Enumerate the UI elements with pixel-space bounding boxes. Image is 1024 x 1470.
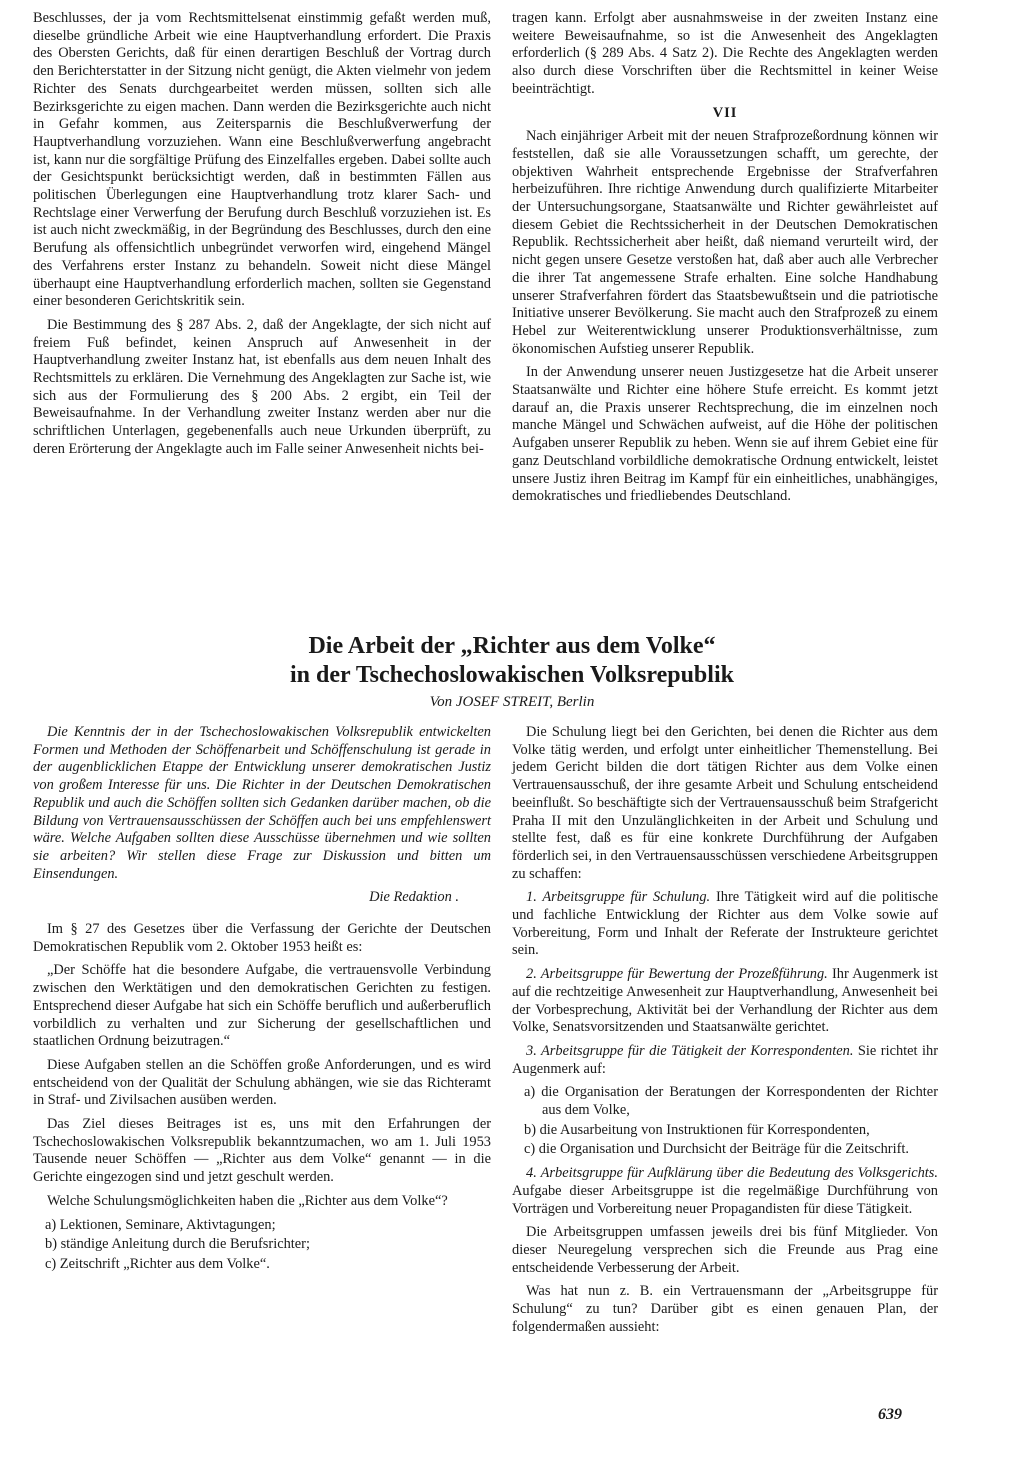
editorial-intro	[33, 724, 491, 883]
work-group-3	[512, 1043, 938, 1078]
list-item: b) ständige Anleitung durch die Berufsrichter;	[45, 1236, 310, 1253]
work-group-1	[512, 889, 938, 960]
top-left-column	[33, 10, 491, 465]
section-number: VII	[712, 104, 738, 121]
paragraph: tragen kann. Erfolgt aber ausnahmsweise in der zweiten Instanz eine weitere Beweisaufnahme, so ist die Anwesenheit des Angeklagten erforderlich (§ 289 Abs. 4 Satz 2). Die Rechte des Angeklagten werden also durch diese Vorschriften über die Rechtsmittel in keiner Weise beeinträchtigt.	[512, 10, 938, 97]
page-number: 639	[878, 1406, 902, 1423]
legal-quote: „Der Schöffe hat die besondere Aufgabe, die vertrauensvolle Verbindung zwischen den Werktätigen und den demokratischen Gerichten zu festigen. Entsprechend dieser Aufgabe hat sich ein Schöffe beruflich und außerberuflich vorbildlich zu verhalten und zur Sicherung der gesellschaftlichen und staatlichen Ordnung beizutragen.“	[33, 962, 491, 1050]
editorial-signature: Die Redaktion .	[369, 889, 459, 906]
top-right-column	[512, 10, 938, 512]
work-group-heading: 4. Arbeitsgruppe für Aufklärung über die Bedeutung des Volksgerichts.	[526, 1165, 938, 1182]
paragraph: Die Arbeitsgruppen umfassen jeweils drei bis fünf Mitglieder. Von dieser Neuregelung versprechen sich die Freunde aus Prag eine entscheidende Verbesserung der Arbeit.	[512, 1224, 938, 1276]
correspondent-tasks-list	[512, 1084, 938, 1159]
article-title-line-2: in der Tschechoslowakischen Volksrepublik	[290, 662, 734, 688]
paragraph: Nach einjähriger Arbeit mit der neuen Strafprozeßordnung können wir feststellen, daß sie alle Voraussetzungen schafft, um gerechte, der objektiven Wahrheit entsprechende Ergebnisse der Strafverfahren herbeizuführen. Ihre richtige Anwendung durch qualifizierte Mitarbeiter der Untersuchungsorgane, Staatsanwälte und Richter gewährleistet auf diesem Gebiet die Rechtssicherheit in der Deutschen Demokratischen Republik. Rechtssicherheit aber heißt, daß niemand verurteilt wird, der nicht gegen unsere Gesetze verstoßen hat, daß aber auch alle Verbrecher die ihrer Tat angemessene Strafe erhalten. Eine solche Handhabung unserer Strafverfahren fördert das Staatsbewußtsein und die patriotische Initiative unserer Bevölkerung. Sie macht auch den Strafprozeß zu einem Hebel zur Weiterentwicklung unserer Produktionsverhältnisse, zum ökonomischen Aufstieg unserer Republik.	[512, 128, 938, 357]
paragraph: Was hat nun z. B. ein Vertrauensmann der „Arbeitsgruppe für Schulung“ zu tun? Darüber gibt es einen genauen Plan, der folgendermaßen aussieht:	[512, 1283, 938, 1335]
work-group-text: Ihr Augenmerk ist auf die rechtzeitige Anwesenheit zur Hauptverhandlung, Anwesenheit bei der Vorbesprechung, Aktivität bei der Verhandlung der Richter aus dem Volke, Senatsvorsitzenden und Staatsanwälte gerichtet.	[512, 966, 939, 1036]
paragraph: Diese Aufgaben stellen an die Schöffen große Anforderungen, und es wird entscheidend von der Qualität der Schulung abhängen, wie sie das Richteramt in Straf- und Zivilsachen ausüben werden.	[33, 1056, 491, 1109]
work-group-4	[512, 1165, 938, 1218]
training-options-list	[33, 1217, 491, 1274]
paragraph: Die Schulung liegt bei den Gerichten, bei denen die Richter aus dem Volke tätig werden, und erfolgt unter einheitlicher Themenstellung. Bei jedem Gericht bilden die dort tätigen Richter aus dem Volke einen Vertrauensausschuß, der ihre gesamte Arbeit und Schulung entscheidend beeinflußt. So beschäftigte sich der Vertrauensausschuß beim Strafgericht Praha II mit den Unzulänglichkeiten in der Arbeit und Schulung und stellte fest, daß es für eine konkrete Durchführung der Aufgaben förderlich sei, in den Vertrauensausschüssen verschiedene Arbeitsgruppen zu schaffen:	[512, 724, 938, 882]
work-group-heading: 3. Arbeitsgruppe für die Tätigkeit der Korrespondenten.	[526, 1042, 854, 1059]
list-item: c) die Organisation und Durchsicht der Beiträge für die Zeitschrift.	[524, 1141, 909, 1158]
bottom-right-column	[512, 724, 938, 1343]
article-title-line-1: Die Arbeit der „Richter aus dem Volke“	[308, 633, 716, 659]
paragraph: Welche Schulungsmöglichkeiten haben die „Richter aus dem Volke“?	[47, 1192, 448, 1209]
paragraph: Im § 27 des Gesetzes über die Verfassung der Gerichte der Deutschen Demokratischen Republik vom 2. Oktober 1953 heißt es:	[33, 921, 491, 955]
work-group-heading: 2. Arbeitsgruppe für Bewertung der Prozeßführung.	[526, 966, 828, 983]
bottom-left-column	[33, 724, 491, 1280]
list-item: a) Lektionen, Seminare, Aktivtagungen;	[45, 1216, 276, 1233]
article-title	[120, 632, 904, 690]
paragraph: Die Bestimmung des § 287 Abs. 2, daß der Angeklagte, der sich nicht auf freiem Fuß befindet, keinen Anspruch auf Anwesenheit in der Hauptverhandlung zweiter Instanz hat, ist ebenfalls aus dem neuen Inhalt des Rechtsmittels zu erklären. Die Vernehmung des Angeklagten zur Sache ist, wie sich aus der Formulierung des § 200 Abs. 2 ergibt, ein Teil der Beweisaufnahme. In der Verhandlung zweiter Instanz werden aber nur die schriftlichen Unterlagen, gegebenenfalls auch neue Urkunden überprüft, zu deren Erörterung der Angeklagte auch im Falle seiner Anwesenheit nichts bei-	[33, 316, 491, 457]
work-group-text: Sie richtet ihr Augenmerk auf:	[512, 1042, 938, 1077]
paragraph: In der Anwendung unserer neuen Justizgesetze hat die Arbeit unserer Staatsanwälte und Richter eine höhere Stufe erreicht. Es kommt jetzt darauf an, die Praxis unserer Rechtsprechung, die im einzelnen noch manche Mängel und Schwächen aufweist, auf die Höhe der politischen Aufgaben unserer Republik zu heben. Wenn sie auf ihrem Gebiet eine für ganz Deutschland vorbildliche demokratische Ordnung entwickelt, leistet unsere Justiz ihren Beitrag im Kampf für ein einheitliches, unabhängiges, demokratisches und friedliebendes Deutschland.	[512, 364, 938, 505]
list-item: b) die Ausarbeitung von Instruktionen für Korrespondenten,	[524, 1121, 870, 1138]
work-group-text: Ihre Tätigkeit wird auf die politische und fachliche Entwicklung der Richter aus dem Volke sowie auf Vorbereitung, Form und Inhalt der Referate der Instrukteure gerichtet sein.	[512, 889, 938, 959]
list-item: c) Zeitschrift „Richter aus dem Volke“.	[45, 1255, 270, 1272]
paragraph: Das Ziel dieses Beitrages ist es, uns mit den Erfahrungen der Tschechoslowakischen Volksrepublik bekanntzumachen, wo am 1. Juli 1953 Tausende neuer Schöffen — „Richter aus dem Volke“ genannt — in die Gerichte eingezogen sind und jetzt geschult werden.	[33, 1116, 491, 1186]
work-group-2	[512, 966, 938, 1037]
article-byline: Von JOSEF STREIT, Berlin	[429, 694, 595, 710]
intro-paragraph: Die Kenntnis der in der Tschechoslowakischen Volksrepublik entwickelten Formen und Methoden der Schöffenarbeit und Schöffenschulung ist gerade in der augenblicklichen Etappe der Entwicklung unserer demokratischen Justiz von großem Interesse für uns. Die Richter in der Deutschen Demokratischen Republik und auch die Schöffen sollten sich Gedanken darüber machen, ob die Bildung von Vertrauensausschüssen der Schöffen auch bei uns empfehlenswert wäre. Welche Aufgaben sollten diese Ausschüsse übernehmen und wie sollten sie arbeiten? Wir stellen diese Frage zur Diskussion und bitten um Einsendungen.	[33, 724, 491, 882]
paragraph: Beschlusses, der ja vom Rechtsmittelsenat einstimmig gefaßt werden muß, dieselbe gründliche Arbeit wie eine Hauptverhandlung erfordert. Die Praxis des Obersten Gerichts, daß für einen derartigen Beschluß der Vortrag durch den Berichterstatter in der Sitzung nicht genügt, die Akten vielmehr von jedem Richter des Senats durchgearbeitet werden müssen, sollten sich alle Bezirksgerichte zu eigen machen. Dann werden die Bezirksgerichte auch nicht in Gefahr kommen, aus Zeitersparnis die Beschlußverwerfung der Hauptverhandlung vorzuziehen. Wann eine Beschlußverwerfung angebracht ist, kann nur die sorgfältige Prüfung des Einzelfalles ergeben. Dabei sollte auch der Gesichtspunkt berücksichtigt werden, daß in bestimmten Fällen aus politischen Überlegungen eine Hauptverhandlung trotz klarer Sach- und Rechtslage einer Verwerfung der Berufung durch Beschluß vorzuziehen ist. Es ist auch nicht zweckmäßig, in der Begründung des Beschlusses, durch den eine Berufung als offensichtlich unbegründet verworfen wird, eingehend Mängel des Verfahrens erster Instanz zu behandeln. Soweit nicht diese Mängel überhaupt eine Hauptverhandlung erforderlich machen, sollten sie Gegenstand einer besonderen Gerichtskritik sein.	[33, 10, 491, 310]
work-group-heading: 1. Arbeitsgruppe für Schulung.	[526, 889, 711, 906]
work-group-text: Aufgabe dieser Arbeitsgruppe ist die regelmäßige Durchführung von Vorträgen und Vorbereitung neuer Propagandisten für diese Tätigkeit.	[512, 1182, 938, 1217]
list-item: a) die Organisation der Beratungen der Korrespondenten der Richter aus dem Volke,	[524, 1084, 938, 1119]
